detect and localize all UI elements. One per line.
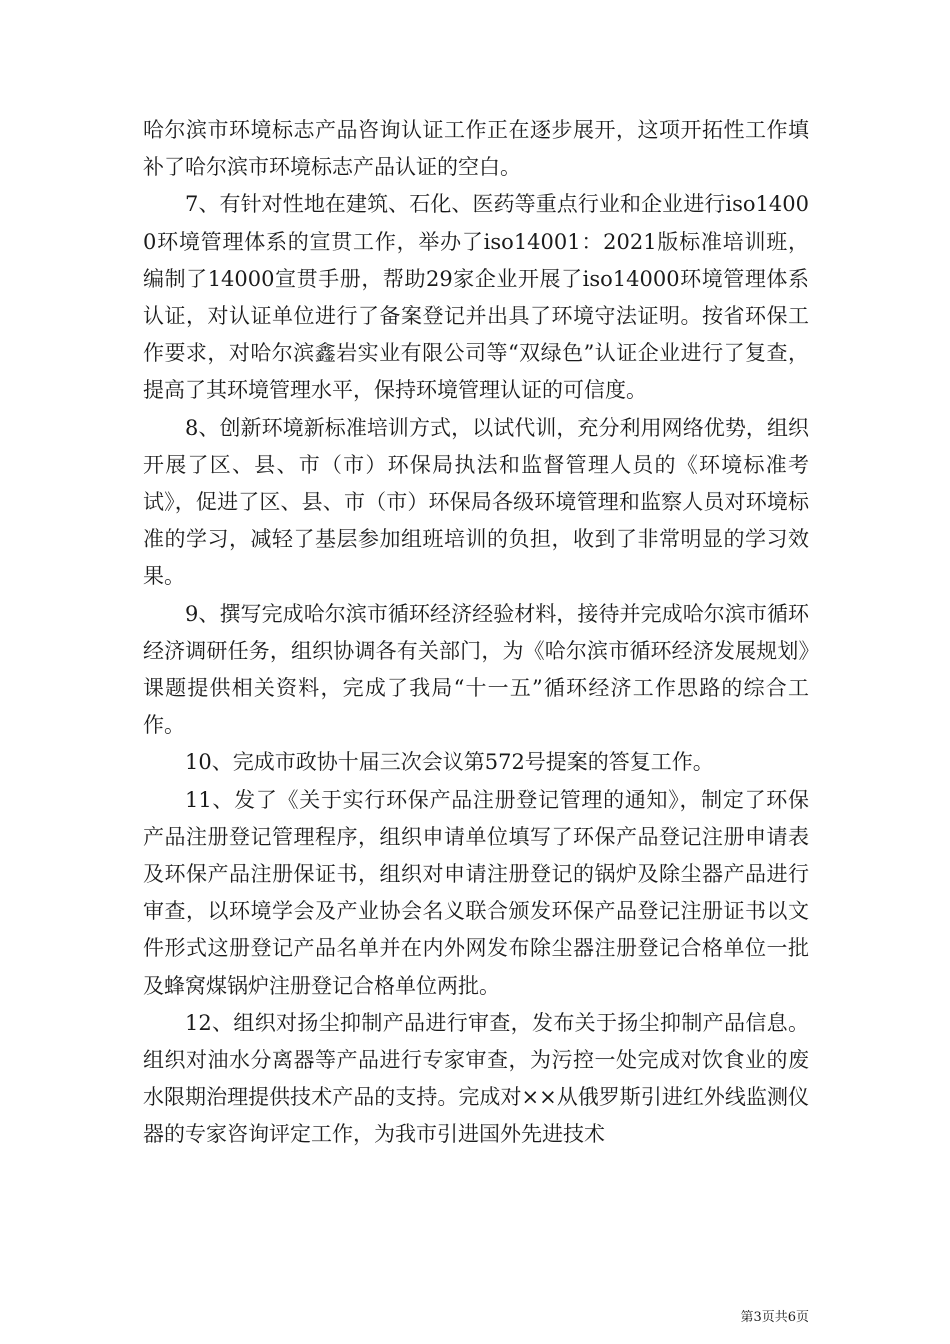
paragraph-item-10: 10、完成市政协十届三次会议第572号提案的答复工作。 xyxy=(185,750,714,775)
paragraph-item-8: 8、创新环境新标准培训方式，以试代训，充分利用网络优势，组织开展了区、县、市（市）环保局执法和监督管理人员的《环境标准考试》，促进了区、县、市（市）环保局各级环境管理和监察人员对环境标准的学习，减轻了基层参加组班培训的负担，收到了非常明显的学习效果。 xyxy=(143,415,809,589)
document-body xyxy=(143,112,809,1154)
paragraph-intro: 哈尔滨市环境标志产品咨询认证工作正在逐步展开，这项开拓性工作填补了哈尔滨市环境标志产品认证的空白。 xyxy=(143,118,809,180)
paragraph-item-12: 12、组织对扬尘抑制产品进行审查，发布关于扬尘抑制产品信息。组织对油水分离器等产品进行专家审查，为污控一处完成对饮食业的废水限期治理提供技术产品的支持。完成对××从俄罗斯引进红外线监测仪器的专家咨询评定工作，为我市引进国外先进技术 xyxy=(143,1010,809,1147)
paragraph-item-11: 11、发了《关于实行环保产品注册登记管理的通知》，制定了环保产品注册登记管理程序，组织申请单位填写了环保产品登记注册申请表及环保产品注册保证书，组织对申请注册登记的锅炉及除尘器产品进行审查，以环境学会及产业协会名义联合颁发环保产品登记注册证书以文件形式这册登记产品名单并在内外网发布除尘器注册登记合格单位一批及蜂窝煤锅炉注册登记合格单位两批。 xyxy=(143,787,809,998)
paragraph-item-9: 9、撰写完成哈尔滨市循环经济经验材料，接待并完成哈尔滨市循环经济调研任务，组织协调各有关部门，为《哈尔滨市循环经济发展规划》课题提供相关资料，完成了我局“十一五”循环经济工作思路的综合工作。 xyxy=(143,601,809,738)
paragraph-item-7: 7、有针对性地在建筑、石化、医药等重点行业和企业进行iso14000环境管理体系的宣贯工作，举办了iso14001：2021版标准培训班，编制了14000宣贯手册，帮助29家企业开展了iso14000环境管理体系认证，对认证单位进行了备案登记并出具了环境守法证明。按省环保工作要求，对哈尔滨鑫岩实业有限公司等“双绿色”认证企业进行了复查，提高了其环境管理水平，保持环境管理认证的可信度。 xyxy=(143,192,809,403)
page-number-footer: 第3页共6页 xyxy=(740,1310,809,1325)
